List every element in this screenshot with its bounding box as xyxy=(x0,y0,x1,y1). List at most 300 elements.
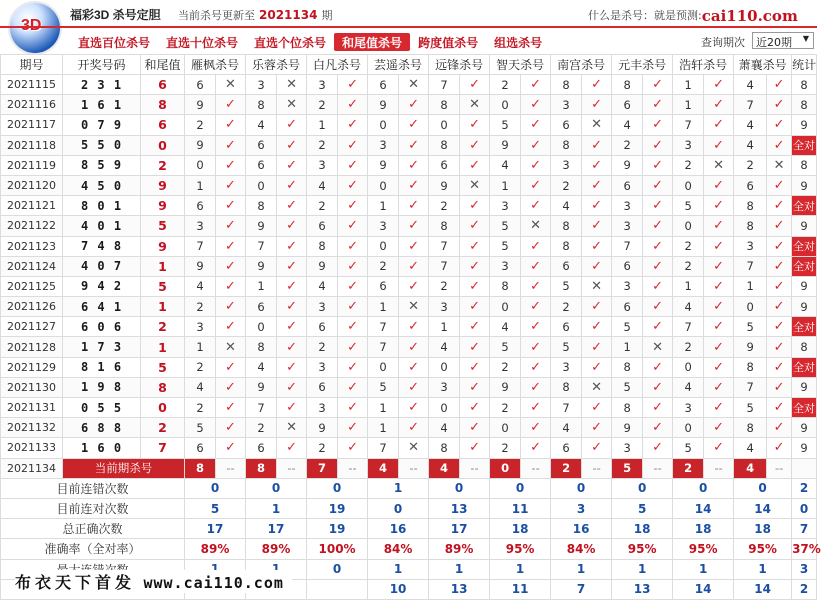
check-icon: ✓ xyxy=(277,216,307,236)
column-header: 萧襄杀号 xyxy=(734,55,792,75)
kill-number: 4 xyxy=(734,75,767,95)
total-cell: 9 xyxy=(792,115,817,135)
stat-value: 0 xyxy=(307,559,368,579)
check-icon: ✓ xyxy=(460,357,490,377)
check-icon: ✓ xyxy=(277,337,307,357)
stat-value: 10 xyxy=(368,579,429,599)
kill-number: 2 xyxy=(307,196,338,216)
total-cell: 8 xyxy=(792,95,817,115)
draw-number: 2 3 1 xyxy=(63,75,141,95)
kill-number: 2 xyxy=(307,438,338,458)
stat-value: 95% xyxy=(673,539,734,559)
dash-cell: -- xyxy=(643,458,673,478)
check-icon: ✓ xyxy=(643,115,673,135)
kill-number: 1 xyxy=(368,398,399,418)
draw-number: 4 5 0 xyxy=(63,175,141,195)
check-icon: ✓ xyxy=(338,398,368,418)
kill-number: 8 xyxy=(551,75,582,95)
check-icon: ✓ xyxy=(399,236,429,256)
kill-number: 3 xyxy=(185,216,216,236)
stat-total: 2 xyxy=(792,478,817,498)
kill-number: 4 xyxy=(429,418,460,438)
sum-tail-value: 8 xyxy=(141,377,185,397)
kill-number: 3 xyxy=(673,135,704,155)
tab-4[interactable]: 和尾值杀号 xyxy=(334,33,410,51)
check-icon: ✓ xyxy=(277,357,307,377)
check-icon: ✓ xyxy=(399,276,429,296)
kill-number: 1 xyxy=(368,297,399,317)
kill-number: 1 xyxy=(612,337,643,357)
total-cell: 9 xyxy=(792,377,817,397)
dash-cell: -- xyxy=(521,458,551,478)
kill-number: 9 xyxy=(429,175,460,195)
issue-cell: 2021133 xyxy=(1,438,63,458)
kill-number: 2 xyxy=(673,256,704,276)
total-cell: 9 xyxy=(792,438,817,458)
kill-number: 1 xyxy=(185,337,216,357)
kill-number: 8 xyxy=(429,438,460,458)
kill-number: 5 xyxy=(673,196,704,216)
issue-cell: 2021134 xyxy=(1,458,63,478)
kill-number: 3 xyxy=(734,236,767,256)
check-icon: ✓ xyxy=(460,216,490,236)
kill-number: 0 xyxy=(368,175,399,195)
check-icon: ✓ xyxy=(399,337,429,357)
kill-number: 9 xyxy=(612,418,643,438)
table-row xyxy=(1,115,817,135)
draw-number: 6 0 6 xyxy=(63,317,141,337)
check-icon: ✓ xyxy=(767,236,792,256)
stat-value: 5 xyxy=(185,498,246,518)
check-icon: ✓ xyxy=(643,438,673,458)
kill-number: 6 xyxy=(551,317,582,337)
check-icon: ✓ xyxy=(521,75,551,95)
query-label: 查询期次 xyxy=(701,36,745,49)
check-icon: ✓ xyxy=(338,276,368,296)
kill-number: 9 xyxy=(185,135,216,155)
check-icon: ✓ xyxy=(460,236,490,256)
kill-number: 7 xyxy=(429,75,460,95)
stat-value xyxy=(307,579,368,599)
table-header xyxy=(1,55,817,75)
kill-number: 8 xyxy=(551,236,582,256)
stat-value: 11 xyxy=(490,498,551,518)
check-icon: ✓ xyxy=(399,175,429,195)
kill-number: 3 xyxy=(246,75,277,95)
stat-total: 3 xyxy=(792,559,817,579)
draw-number: 4 0 1 xyxy=(63,216,141,236)
dash-cell: -- xyxy=(582,458,612,478)
stat-value: 17 xyxy=(246,519,307,539)
kill-number: 8 xyxy=(490,276,521,296)
kill-number-table xyxy=(0,54,821,600)
stat-value: 0 xyxy=(429,478,490,498)
check-icon: ✓ xyxy=(704,357,734,377)
kill-number: 2 xyxy=(551,175,582,195)
column-header: 乐蓉杀号 xyxy=(246,55,307,75)
stat-value: 1 xyxy=(246,498,307,518)
kill-number: 8 xyxy=(246,196,277,216)
kill-number: 6 xyxy=(368,276,399,296)
check-icon: ✓ xyxy=(521,256,551,276)
check-icon: ✓ xyxy=(399,155,429,175)
check-icon: ✓ xyxy=(582,398,612,418)
kill-number: 0 xyxy=(368,236,399,256)
page-header xyxy=(0,0,817,58)
stat-value: 17 xyxy=(429,519,490,539)
sum-tail-value: 8 xyxy=(141,95,185,115)
stat-value: 95% xyxy=(490,539,551,559)
stat-value: 1 xyxy=(612,559,673,579)
kill-number: 1 xyxy=(429,317,460,337)
kill-number: 5 xyxy=(490,236,521,256)
kill-number: 2 xyxy=(673,155,704,175)
check-icon: ✓ xyxy=(216,155,246,175)
cross-icon: ✕ xyxy=(216,337,246,357)
kill-number: 3 xyxy=(368,216,399,236)
stat-value: 95% xyxy=(734,539,792,559)
issue-cell: 2021121 xyxy=(1,196,63,216)
kill-number: 1 xyxy=(368,196,399,216)
check-icon: ✓ xyxy=(216,256,246,276)
dash-cell: -- xyxy=(338,458,368,478)
kill-number: 6 xyxy=(734,175,767,195)
site-link[interactable]: cai110.com xyxy=(701,7,798,25)
kill-number: 9 xyxy=(185,95,216,115)
cross-icon: ✕ xyxy=(216,75,246,95)
draw-number: 8 0 1 xyxy=(63,196,141,216)
kill-number: 3 xyxy=(673,398,704,418)
draw-number: 0 7 9 xyxy=(63,115,141,135)
draw-number: 8 1 6 xyxy=(63,357,141,377)
stat-value: 0 xyxy=(612,478,673,498)
total-cell: 9 xyxy=(792,175,817,195)
check-icon: ✓ xyxy=(643,357,673,377)
kill-number: 2 xyxy=(185,115,216,135)
check-icon: ✓ xyxy=(277,256,307,276)
kill-number: 1 xyxy=(673,75,704,95)
kill-number: 2 xyxy=(490,398,521,418)
cross-icon: ✕ xyxy=(643,337,673,357)
kill-number: 3 xyxy=(307,155,338,175)
kill-number: 8 xyxy=(429,135,460,155)
stat-label: 目前连对次数 xyxy=(1,498,185,518)
kill-number: 8 xyxy=(307,236,338,256)
total-cell: 8 xyxy=(792,75,817,95)
kill-number: 3 xyxy=(551,357,582,377)
table-row xyxy=(1,236,817,256)
check-icon: ✓ xyxy=(216,276,246,296)
kill-number: 0 xyxy=(368,357,399,377)
check-icon: ✓ xyxy=(582,75,612,95)
check-icon: ✓ xyxy=(399,95,429,115)
check-icon: ✓ xyxy=(216,175,246,195)
kill-number: 4 xyxy=(185,276,216,296)
check-icon: ✓ xyxy=(460,155,490,175)
issue-cell: 2021124 xyxy=(1,256,63,276)
check-icon: ✓ xyxy=(643,297,673,317)
stat-value: 0 xyxy=(551,478,612,498)
check-icon: ✓ xyxy=(521,398,551,418)
tab-3[interactable]: 直选个位杀号 xyxy=(254,36,327,50)
stat-value: 16 xyxy=(368,519,429,539)
tab-2[interactable]: 直选十位杀号 xyxy=(166,36,239,50)
check-icon: ✓ xyxy=(767,418,792,438)
current-kill-number: 7 xyxy=(307,458,338,478)
sum-tail-value: 2 xyxy=(141,418,185,438)
table-row xyxy=(1,175,817,195)
check-icon: ✓ xyxy=(277,236,307,256)
kill-number: 9 xyxy=(368,155,399,175)
column-header: 芸遥杀号 xyxy=(368,55,429,75)
check-icon: ✓ xyxy=(338,317,368,337)
kill-number: 6 xyxy=(185,438,216,458)
cross-icon: ✕ xyxy=(277,95,307,115)
issue-cell: 2021118 xyxy=(1,135,63,155)
kill-number: 4 xyxy=(673,377,704,397)
check-icon: ✓ xyxy=(521,297,551,317)
check-icon: ✓ xyxy=(582,337,612,357)
check-icon: ✓ xyxy=(277,297,307,317)
kill-number: 0 xyxy=(368,115,399,135)
stat-value: 1 xyxy=(368,559,429,579)
kill-number: 0 xyxy=(673,357,704,377)
check-icon: ✓ xyxy=(643,276,673,296)
check-icon: ✓ xyxy=(277,155,307,175)
check-icon: ✓ xyxy=(460,297,490,317)
sum-tail-value: 9 xyxy=(141,196,185,216)
kill-number: 3 xyxy=(368,135,399,155)
cross-icon: ✕ xyxy=(277,418,307,438)
check-icon: ✓ xyxy=(582,135,612,155)
current-kill-number: 4 xyxy=(368,458,399,478)
sum-tail-value: 2 xyxy=(141,155,185,175)
column-header: 浩轩杀号 xyxy=(673,55,734,75)
stat-value: 1 xyxy=(734,559,792,579)
kill-number: 6 xyxy=(246,297,277,317)
check-icon: ✓ xyxy=(460,256,490,276)
total-cell: 8 xyxy=(792,155,817,175)
kill-number: 8 xyxy=(551,135,582,155)
cross-icon: ✕ xyxy=(767,155,792,175)
stat-row xyxy=(1,478,817,498)
table-row xyxy=(1,75,817,95)
check-icon: ✓ xyxy=(643,377,673,397)
check-icon: ✓ xyxy=(338,337,368,357)
check-icon: ✓ xyxy=(582,175,612,195)
stat-value: 11 xyxy=(490,579,551,599)
check-icon: ✓ xyxy=(521,155,551,175)
draw-number: 9 4 2 xyxy=(63,276,141,296)
kill-number: 7 xyxy=(734,256,767,276)
stat-total: 0 xyxy=(792,498,817,518)
column-header: 白凡杀号 xyxy=(307,55,368,75)
stat-value: 1 xyxy=(429,559,490,579)
tab-5[interactable]: 跨度值杀号 xyxy=(418,36,479,50)
check-icon: ✓ xyxy=(521,196,551,216)
stat-total: 37% xyxy=(792,539,817,559)
issue-cell: 2021125 xyxy=(1,276,63,296)
kill-number: 4 xyxy=(490,317,521,337)
sum-tail-value: 5 xyxy=(141,216,185,236)
kill-number: 9 xyxy=(490,135,521,155)
sum-tail-value: 0 xyxy=(141,135,185,155)
kill-number: 2 xyxy=(307,337,338,357)
kill-number: 5 xyxy=(368,377,399,397)
check-icon: ✓ xyxy=(521,317,551,337)
issue-cell: 2021117 xyxy=(1,115,63,135)
check-icon: ✓ xyxy=(460,276,490,296)
kill-number: 7 xyxy=(368,438,399,458)
table-row xyxy=(1,276,817,296)
kill-number: 2 xyxy=(673,236,704,256)
check-icon: ✓ xyxy=(767,357,792,377)
kill-number: 0 xyxy=(246,175,277,195)
check-icon: ✓ xyxy=(582,155,612,175)
stat-value: 18 xyxy=(612,519,673,539)
total-cell: 全对 xyxy=(792,317,817,337)
check-icon: ✓ xyxy=(767,398,792,418)
check-icon: ✓ xyxy=(399,115,429,135)
check-icon: ✓ xyxy=(643,398,673,418)
stat-value: 100% xyxy=(307,539,368,559)
kill-number: 7 xyxy=(368,337,399,357)
kill-number: 6 xyxy=(551,115,582,135)
kill-number: 2 xyxy=(490,438,521,458)
check-icon: ✓ xyxy=(338,95,368,115)
check-icon: ✓ xyxy=(582,256,612,276)
issue-cell: 2021116 xyxy=(1,95,63,115)
column-header: 雁枫杀号 xyxy=(185,55,246,75)
tab-6[interactable]: 组选杀号 xyxy=(494,36,543,50)
tab-1[interactable]: 直选百位杀号 xyxy=(78,36,151,50)
draw-number: 6 4 1 xyxy=(63,297,141,317)
issue-cell: 2021123 xyxy=(1,236,63,256)
kill-number: 8 xyxy=(246,337,277,357)
kill-number: 6 xyxy=(551,256,582,276)
kill-number: 4 xyxy=(429,337,460,357)
stat-value: 14 xyxy=(734,579,792,599)
kill-number: 2 xyxy=(612,135,643,155)
kill-number: 3 xyxy=(429,377,460,397)
check-icon: ✓ xyxy=(521,135,551,155)
kill-number: 8 xyxy=(734,196,767,216)
stat-value: 0 xyxy=(673,478,734,498)
kill-number: 2 xyxy=(490,75,521,95)
kill-number: 0 xyxy=(185,155,216,175)
check-icon: ✓ xyxy=(643,236,673,256)
check-icon: ✓ xyxy=(338,418,368,438)
check-icon: ✓ xyxy=(704,75,734,95)
kill-number: 6 xyxy=(185,75,216,95)
kill-number: 2 xyxy=(368,256,399,276)
check-icon: ✓ xyxy=(767,256,792,276)
check-icon: ✓ xyxy=(767,216,792,236)
sum-tail-value: 9 xyxy=(141,236,185,256)
kill-number: 1 xyxy=(673,95,704,115)
check-icon: ✓ xyxy=(277,317,307,337)
kill-number: 5 xyxy=(551,276,582,296)
check-icon: ✓ xyxy=(460,438,490,458)
stat-value: 17 xyxy=(185,519,246,539)
column-header: 开奖号码 xyxy=(63,55,141,75)
check-icon: ✓ xyxy=(704,297,734,317)
check-icon: ✓ xyxy=(767,175,792,195)
stat-label: 总正确次数 xyxy=(1,519,185,539)
sum-tail-value: 7 xyxy=(141,438,185,458)
stat-value: 18 xyxy=(734,519,792,539)
check-icon: ✓ xyxy=(767,135,792,155)
kill-number: 4 xyxy=(246,115,277,135)
kill-number: 3 xyxy=(490,196,521,216)
kill-number: 2 xyxy=(307,95,338,115)
sum-tail-value: 5 xyxy=(141,276,185,296)
period-select[interactable]: 近20期 ▼ xyxy=(752,32,814,49)
table-row xyxy=(1,337,817,357)
check-icon: ✓ xyxy=(399,256,429,276)
check-icon: ✓ xyxy=(521,418,551,438)
check-icon: ✓ xyxy=(767,115,792,135)
check-icon: ✓ xyxy=(767,276,792,296)
stat-value: 13 xyxy=(429,498,490,518)
kill-number: 3 xyxy=(612,196,643,216)
kill-number: 5 xyxy=(612,377,643,397)
check-icon: ✓ xyxy=(643,75,673,95)
kill-number: 6 xyxy=(246,438,277,458)
check-icon: ✓ xyxy=(216,297,246,317)
check-icon: ✓ xyxy=(704,115,734,135)
kill-number: 3 xyxy=(551,95,582,115)
check-icon: ✓ xyxy=(460,418,490,438)
check-icon: ✓ xyxy=(399,216,429,236)
kill-number: 7 xyxy=(368,317,399,337)
check-icon: ✓ xyxy=(277,135,307,155)
kill-number: 7 xyxy=(734,95,767,115)
check-icon: ✓ xyxy=(338,438,368,458)
check-icon: ✓ xyxy=(338,196,368,216)
kill-number: 3 xyxy=(307,398,338,418)
kill-number: 8 xyxy=(551,216,582,236)
kill-number: 3 xyxy=(490,256,521,276)
kill-number: 4 xyxy=(734,135,767,155)
check-icon: ✓ xyxy=(277,175,307,195)
stat-value: 0 xyxy=(185,478,246,498)
dash-cell: -- xyxy=(767,458,792,478)
check-icon: ✓ xyxy=(643,256,673,276)
kill-number: 2 xyxy=(185,297,216,317)
sum-tail-value: 5 xyxy=(141,357,185,377)
draw-number: 8 5 9 xyxy=(63,155,141,175)
kill-number: 5 xyxy=(551,337,582,357)
check-icon: ✓ xyxy=(338,75,368,95)
check-icon: ✓ xyxy=(582,216,612,236)
header-divider xyxy=(0,26,817,28)
check-icon: ✓ xyxy=(460,377,490,397)
stat-value: 0 xyxy=(246,478,307,498)
check-icon: ✓ xyxy=(704,95,734,115)
check-icon: ✓ xyxy=(216,196,246,216)
kill-number: 7 xyxy=(429,236,460,256)
stat-value: 18 xyxy=(673,519,734,539)
current-kill-number: 4 xyxy=(734,458,767,478)
total-cell: 全对 xyxy=(792,256,817,276)
kill-number: 1 xyxy=(246,276,277,296)
kill-number: 5 xyxy=(185,418,216,438)
kill-number: 0 xyxy=(673,418,704,438)
kill-number: 0 xyxy=(673,216,704,236)
kill-number: 8 xyxy=(612,398,643,418)
kill-number: 2 xyxy=(185,398,216,418)
